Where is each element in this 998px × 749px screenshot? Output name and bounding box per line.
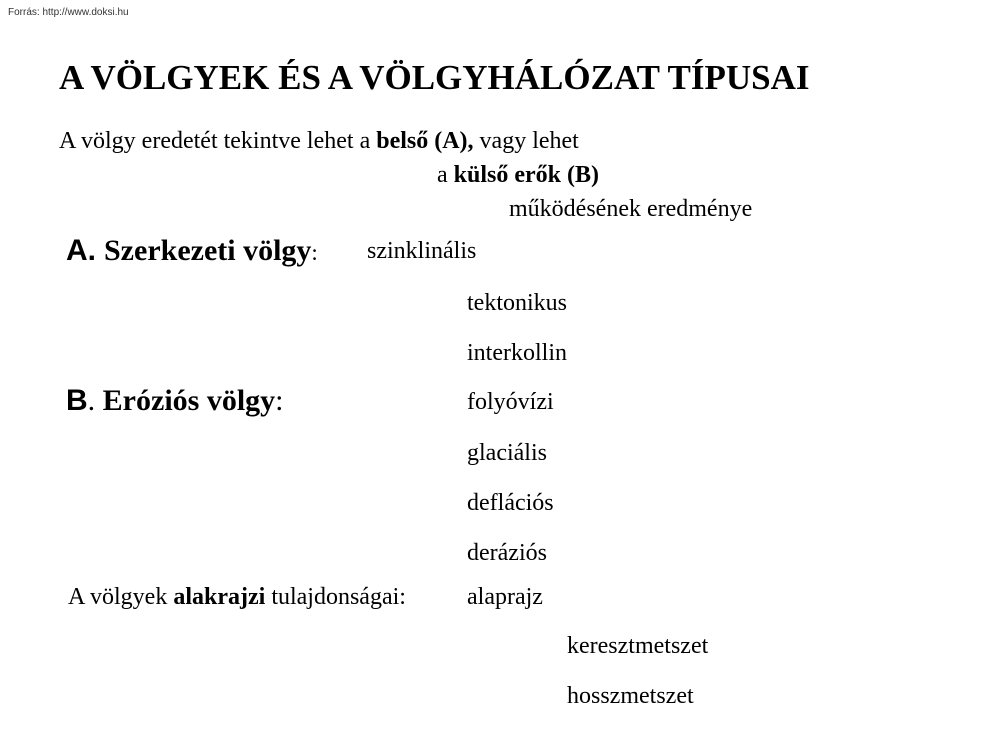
shape-item: hosszmetszet: [567, 683, 694, 709]
intro-line-1: [59, 128, 579, 155]
type-item: folyóvízi: [467, 389, 554, 415]
type-item: tektonikus: [467, 290, 567, 316]
section-a-colon: :: [311, 240, 318, 265]
shape-bold: alakrajzi: [173, 584, 266, 610]
section-a-heading: [66, 234, 318, 268]
shape-suffix: tulajdonságai:: [265, 584, 406, 610]
intro-text: a: [437, 162, 454, 188]
type-item: interkollin: [467, 340, 567, 366]
section-b-colon: :: [275, 384, 284, 417]
intro-line-3: működésének eredménye: [509, 196, 753, 222]
intro-text: vagy lehet: [473, 128, 579, 154]
section-a-label: Szerkezeti völgy: [104, 234, 312, 267]
intro-bold-outer: külső erők (B): [453, 162, 600, 188]
section-b-label: Eróziós völgy: [102, 384, 276, 417]
page-title: A VÖLGYEK ÉS A VÖLGYHÁLÓZAT TÍPUSAI: [59, 58, 810, 97]
type-item: szinklinális: [367, 238, 477, 264]
section-b-heading: [66, 384, 284, 418]
type-item: glaciális: [467, 440, 547, 466]
shape-prefix: A völgyek: [68, 584, 174, 610]
section-a-letter: A.: [66, 234, 96, 267]
intro-bold-inner: belső (A),: [376, 128, 474, 154]
type-item: deflációs: [467, 490, 554, 516]
shape-item: alaprajz: [467, 584, 543, 610]
source-note: Forrás: http://www.doksi.hu: [8, 7, 129, 18]
shape-line: [68, 584, 406, 611]
shape-item: keresztmetszet: [567, 633, 709, 659]
section-b-dot: .: [87, 384, 103, 417]
section-b-letter: B: [66, 384, 88, 417]
type-item: deráziós: [467, 540, 547, 566]
intro-line-2: [437, 162, 599, 189]
intro-text: A völgy eredetét tekintve lehet a: [59, 128, 377, 154]
